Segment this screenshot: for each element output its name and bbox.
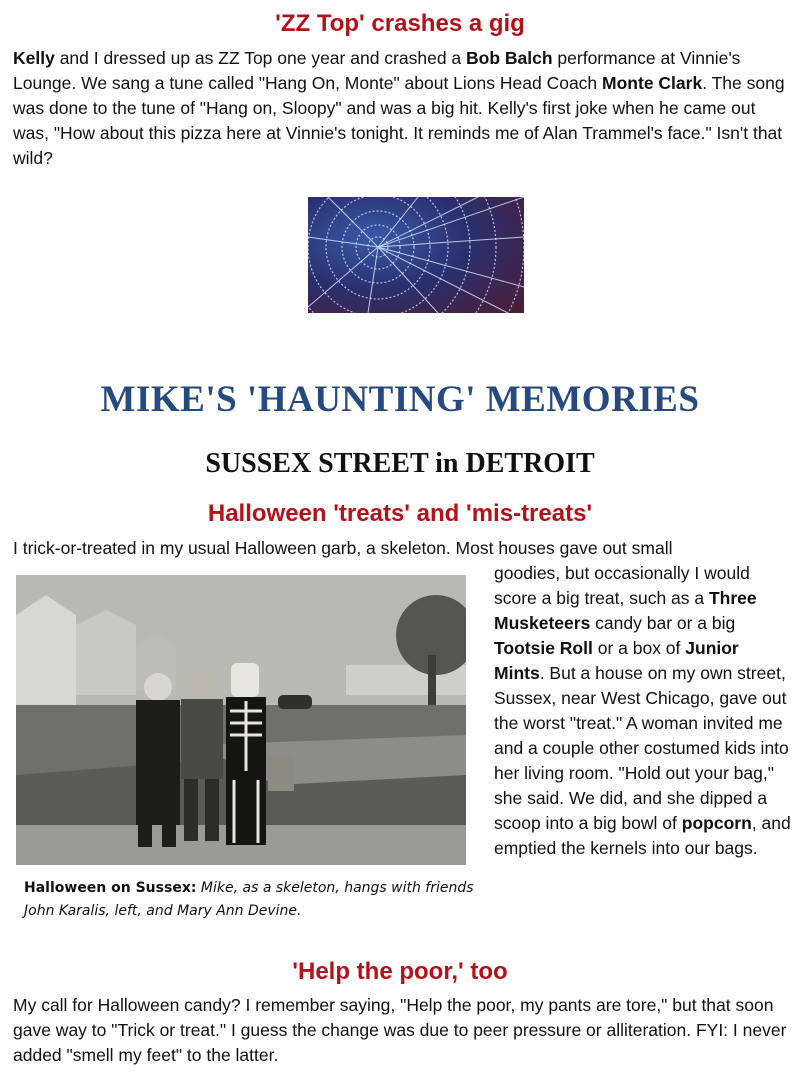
zz-text-part: performance at Vinnie's Lounge. We sang a tune called "Hang On, Monte" about Lions Head Coach — [13, 48, 741, 93]
name-bob-balch: Bob Balch — [466, 48, 553, 68]
spider-web-photo — [308, 197, 524, 313]
halloween-first-line: I trick-or-treated in my usual Halloween garb, a skeleton. Most houses gave out small — [13, 538, 673, 558]
page-title: MIKE'S 'HAUNTING' MEMORIES — [100, 379, 700, 420]
zz-text-part: and I dressed up as ZZ Top one year and crashed a — [54, 48, 467, 68]
halloween-kids-photo — [16, 575, 466, 865]
hal-text-part: candy bar or a big — [590, 613, 736, 633]
name-kelly: Kelly — [13, 48, 55, 68]
page-subtitle: SUSSEX STREET in DETROIT — [205, 448, 595, 479]
name-monte-clark: Monte Clark — [602, 73, 703, 93]
hal-text-part: or a box of — [592, 638, 686, 658]
hal-text-part: . But a house on my own street, Sussex, near West Chicago, gave out the worst "treat." A woman invited me and a couple other costumed kids into her living room. "Hold out your bag," she said. We did, and she dipped a scoop into a big bowl of — [494, 663, 789, 833]
candy-three-musketeers: Three Musketeers — [494, 588, 757, 633]
halloween-paragraph — [494, 561, 794, 861]
zz-text-part: . The song was done to the tune of "Hang on, Sloopy" and was a big hit. Kelly's first joke when he came out was, "How about this pizza here at Vinnie's tonight. It reminds me of Alan Trammel's face." Isn't that wild? — [13, 73, 785, 168]
zz-top-heading: 'ZZ Top' crashes a gig — [275, 10, 525, 37]
spider-web-image — [308, 197, 524, 313]
treat-popcorn: popcorn — [681, 813, 752, 833]
caption-lead: Halloween on Sussex: — [24, 880, 197, 896]
hal-text-part: , and emptied the kernels into our bags. — [494, 813, 791, 858]
kids-costume-image — [16, 575, 466, 865]
hal-text-part: goodies, but occasionally I would score a big treat, such as a — [494, 563, 750, 608]
candy-junior-mints: Junior Mints — [494, 638, 739, 683]
candy-tootsie-roll: Tootsie Roll — [494, 638, 593, 658]
caption-text: Mike, as a skeleton, hangs with friends John Karalis, left, and Mary Ann Devine. — [24, 880, 474, 919]
help-the-poor-heading: 'Help the poor,' too — [292, 958, 508, 985]
photo-caption — [24, 877, 476, 923]
zz-top-paragraph — [13, 46, 793, 171]
help-the-poor-paragraph: My call for Halloween candy? I remember saying, "Help the poor, my pants are tore," but that soon gave way to "Trick or treat." I guess the change was due to peer pressure or alliteration. FYI: I never added "smell my feet" to the latter. — [13, 995, 787, 1065]
halloween-heading: Halloween 'treats' and 'mis-treats' — [207, 500, 593, 527]
